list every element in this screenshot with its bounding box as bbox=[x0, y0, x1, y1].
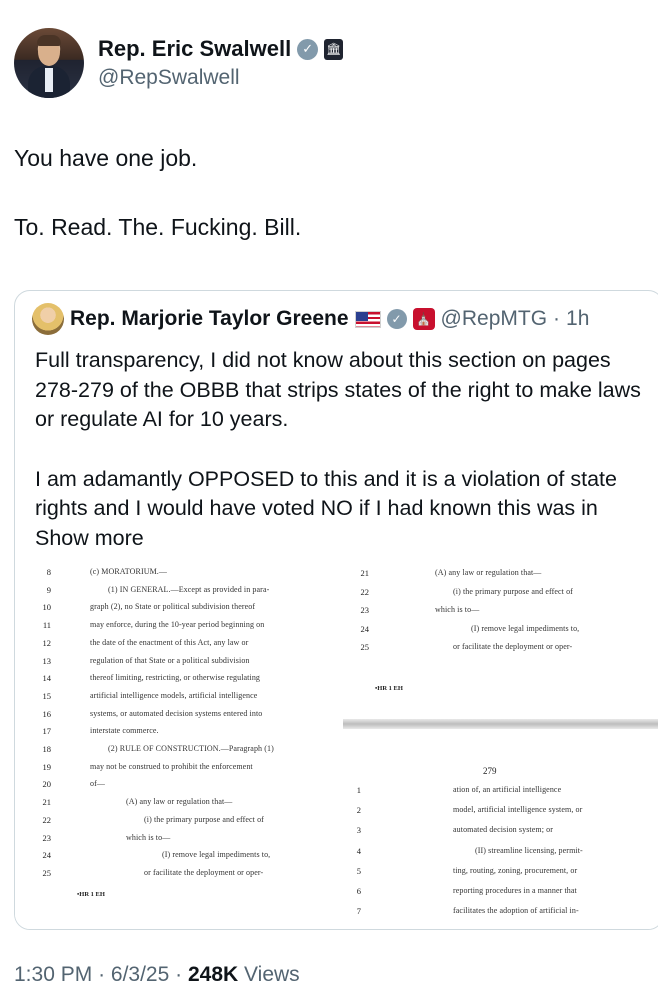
document-line-number: 25 bbox=[42, 867, 51, 878]
document-line-number: 2 bbox=[356, 805, 361, 816]
separator-dot: · bbox=[553, 307, 561, 330]
document-line-text: or facilitate the deployment or oper- bbox=[144, 867, 264, 877]
document-line-number: 20 bbox=[42, 779, 51, 790]
document-line-text: thereof limiting, restricting, or otherwise regulating bbox=[90, 673, 261, 683]
document-page-number: 279 bbox=[483, 766, 497, 776]
document-line-number: 5 bbox=[356, 865, 361, 876]
document-line-number: 23 bbox=[42, 832, 51, 843]
document-line-text: (1) IN GENERAL.—Except as provided in para- bbox=[108, 584, 270, 594]
quoted-time[interactable]: 1h bbox=[566, 307, 590, 330]
document-line-text: facilitates the adoption of artificial in- bbox=[453, 906, 579, 916]
quoted-tweet-text bbox=[35, 346, 655, 553]
document-line-number: 25 bbox=[360, 642, 369, 652]
document-line-text: (A) any law or regulation that— bbox=[126, 797, 233, 807]
document-line-number: 13 bbox=[42, 655, 51, 666]
views-count: 248K bbox=[187, 963, 239, 986]
quoted-author-handle[interactable]: @RepMTG bbox=[440, 307, 548, 330]
tweet-text-line: To. Read. The. Fucking. Bill. bbox=[14, 214, 302, 240]
document-line-text: (i) the primary purpose and effect of bbox=[144, 814, 264, 824]
document-line-number: 1 bbox=[356, 785, 361, 795]
document-line-text: which is to— bbox=[435, 605, 480, 614]
document-line-number: 8 bbox=[46, 567, 51, 577]
document-line-text: systems, or automated decision systems entered into bbox=[90, 708, 263, 718]
document-line-number: 14 bbox=[42, 673, 51, 684]
document-line-number: 6 bbox=[356, 886, 361, 896]
document-line-number: 3 bbox=[356, 825, 361, 836]
document-line-text: artificial intelligence models, artificial intelligence bbox=[90, 690, 258, 700]
document-line-text: (I) remove legal impediments to, bbox=[162, 850, 271, 860]
document-line-text: ation of, an artificial intelligence bbox=[453, 785, 562, 794]
document-line-number: 18 bbox=[42, 744, 51, 754]
document-line-number: 17 bbox=[42, 726, 51, 737]
author-avatar[interactable] bbox=[14, 28, 84, 98]
document-line-text: may not be construed to prohibit the enforcement bbox=[90, 761, 253, 771]
author-display-name[interactable]: Rep. Eric Swalwell bbox=[98, 36, 292, 61]
document-line-text: (c) MORATORIUM.— bbox=[90, 567, 168, 576]
document-footer-marker: •HR 1 EH bbox=[375, 685, 403, 692]
document-line-number: 12 bbox=[42, 637, 51, 648]
document-line-text: reporting procedures in a manner that bbox=[453, 886, 577, 895]
document-line-text: regulation of that State or a political subdivision bbox=[90, 655, 250, 665]
verified-badge-icon[interactable]: ✓ bbox=[297, 39, 318, 60]
document-line-text: (II) streamline licensing, permit- bbox=[475, 845, 583, 855]
document-line-number: 21 bbox=[360, 568, 369, 578]
quoted-author-display-name[interactable]: Rep. Marjorie Taylor Greene bbox=[70, 307, 349, 330]
quoted-tweet-header bbox=[32, 303, 589, 335]
document-line-text: which is to— bbox=[126, 832, 171, 842]
document-line-number: 11 bbox=[42, 620, 51, 631]
document-line-text: may enforce, during the 10-year period beginning on bbox=[90, 620, 265, 630]
document-line-text: automated decision system; or bbox=[453, 825, 553, 835]
quoted-author-avatar[interactable] bbox=[32, 303, 64, 335]
document-line-number: 15 bbox=[42, 690, 51, 701]
quoted-paragraph bbox=[35, 465, 655, 554]
document-line-text: of— bbox=[90, 779, 105, 789]
document-line-text: model, artificial intelligence system, or bbox=[453, 805, 583, 815]
document-line-number: 19 bbox=[42, 761, 51, 772]
document-line-number: 24 bbox=[42, 850, 51, 861]
document-line-number: 22 bbox=[42, 814, 51, 825]
tweet-header bbox=[14, 28, 644, 100]
tweet-text-line: You have one job. bbox=[14, 145, 198, 171]
document-line-number: 10 bbox=[42, 602, 51, 613]
tweet-date[interactable]: 6/3/25 bbox=[110, 963, 170, 986]
document-line-number: 24 bbox=[360, 623, 369, 634]
page-break-divider bbox=[343, 719, 658, 729]
document-line-text: interstate commerce. bbox=[90, 726, 159, 736]
tweet-time[interactable]: 1:30 PM bbox=[14, 963, 93, 986]
document-line-text: the date of the enactment of this Act, any law or bbox=[90, 637, 249, 647]
document-footer-marker: •HR 1 EH bbox=[77, 891, 105, 898]
tweet-meta bbox=[14, 963, 300, 987]
us-flag-icon bbox=[355, 311, 381, 328]
document-line-text: (2) RULE OF CONSTRUCTION.—Paragraph (1) bbox=[108, 744, 274, 753]
author-handle[interactable]: @RepSwalwell bbox=[98, 66, 240, 89]
document-line-text: or facilitate the deployment or oper- bbox=[453, 642, 573, 651]
quoted-paragraph: Full transparency, I did not know about this section on pages 278-279 of the OBBB that strips states of the right to make laws or regulate AI for 10 years. bbox=[35, 348, 641, 431]
document-line-number: 22 bbox=[360, 586, 369, 597]
views-label: Views bbox=[244, 963, 300, 986]
separator-dot: · bbox=[98, 963, 106, 986]
document-line-number: 9 bbox=[46, 584, 51, 595]
document-line-text: graph (2), no State or political subdivision thereof bbox=[90, 602, 256, 612]
document-line-number: 21 bbox=[42, 797, 51, 808]
document-line-text: (i) the primary purpose and effect of bbox=[453, 586, 573, 596]
tweet-text bbox=[14, 143, 644, 242]
bill-document-image[interactable] bbox=[15, 561, 658, 930]
document-line-number: 23 bbox=[360, 605, 369, 615]
quoted-tweet-card[interactable] bbox=[14, 290, 658, 930]
document-line-text: ting, routing, zoning, procurement, or bbox=[453, 865, 578, 875]
document-line-text: (I) remove legal impediments to, bbox=[471, 623, 580, 633]
document-line-number: 7 bbox=[356, 906, 361, 917]
author-name-row bbox=[98, 36, 343, 62]
verified-badge-icon[interactable]: ✓ bbox=[387, 309, 407, 329]
quoted-paragraph-text: I am adamantly OPPOSED to this and it is a violation of state rights and I would have voted NO if I had known this was in bbox=[35, 466, 617, 520]
government-affiliation-icon[interactable]: 🏛 bbox=[324, 39, 343, 60]
document-line-text: (A) any law or regulation that— bbox=[435, 568, 542, 577]
show-more-link[interactable]: Show more bbox=[35, 525, 144, 550]
government-affiliation-icon[interactable]: ⛪ bbox=[413, 308, 435, 330]
separator-dot: · bbox=[175, 963, 183, 986]
document-line-number: 4 bbox=[356, 845, 361, 856]
document-line-number: 16 bbox=[42, 708, 51, 719]
